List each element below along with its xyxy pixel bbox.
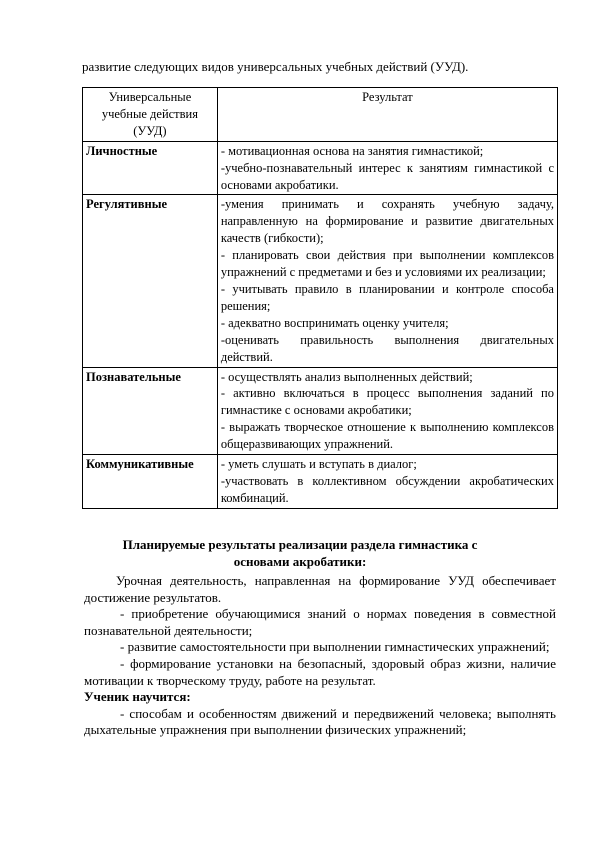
result-item: - активно включаться в процесс выполнения заданий по гимнастике с основами акробатики;	[220, 386, 554, 418]
result-item: - мотивационная основа на занятия гимнастикой;	[220, 143, 484, 158]
result-cell	[217, 455, 557, 509]
category-communicative: Коммуникативные	[83, 455, 218, 509]
header-uud: Универсальные учебные действия (УУД)	[83, 88, 218, 142]
result-item: -умения принимать и сохранять учебную задачу, направленную на формирование и развитие двигательных качеств (гибкости);	[220, 197, 554, 246]
result-cell	[217, 367, 557, 455]
category-cognitive: Познавательные	[83, 367, 218, 455]
result-item: - уметь слушать и вступать в диалог;	[220, 457, 417, 472]
result-cell	[217, 195, 557, 367]
table-row	[83, 141, 558, 195]
result-item: -оценивать правильность выполнения двигательных действий.	[220, 332, 554, 364]
category-regulatory: Регулятивные	[83, 195, 218, 367]
table-header-row	[83, 88, 558, 142]
paragraph: Урочная деятельность, направленная на формирование УУД обеспечивает достижение результатов.	[84, 573, 556, 605]
paragraph: - развитие самостоятельности при выполнении гимнастических упражнений;	[120, 639, 550, 655]
section-heading: Планируемые результаты реализации раздела гимнастика с основами акробатики:	[122, 537, 478, 569]
result-item: - адекватно воспринимать оценку учителя;	[220, 315, 449, 330]
header-result: Результат	[217, 88, 557, 142]
result-cell	[217, 141, 557, 195]
table-row	[83, 455, 558, 509]
paragraph: - способам и особенностям движений и передвижений человека; выполнять дыхательные упражнения при выполнении физических упражнений;	[84, 705, 556, 738]
body-text	[84, 573, 556, 739]
paragraph: - приобретение обучающимися знаний о нормах поведения в совместной познавательной деятельности;	[84, 606, 556, 638]
paragraph: - формирование установки на безопасный, здоровый образ жизни, наличие мотивации к творческому труду, работе на результат.	[84, 655, 556, 688]
learner-label: Ученик научится:	[84, 689, 191, 705]
table-row	[83, 367, 558, 455]
category-personal: Личностные	[83, 141, 218, 195]
result-item: - планировать свои действия при выполнении комплексов упражнений с предметами и без и условиями их реализации;	[220, 248, 554, 280]
result-item: -учебно-познавательный интерес к занятиям гимнастикой с основами акробатики.	[220, 160, 554, 192]
result-item: - выражать творческое отношение к выполнению комплексов общеразвивающих упражнений.	[220, 420, 554, 452]
table-row	[83, 195, 558, 367]
result-item: - осуществлять анализ выполненных действий;	[220, 369, 473, 384]
uud-table	[82, 87, 558, 509]
intro-text: развитие следующих видов универсальных учебных действий (УУД).	[82, 59, 469, 74]
result-item: - учитывать правило в планировании и контроле способа решения;	[220, 281, 554, 313]
result-item: -участвовать в коллективном обсуждении акробатических комбинаций.	[220, 473, 554, 505]
